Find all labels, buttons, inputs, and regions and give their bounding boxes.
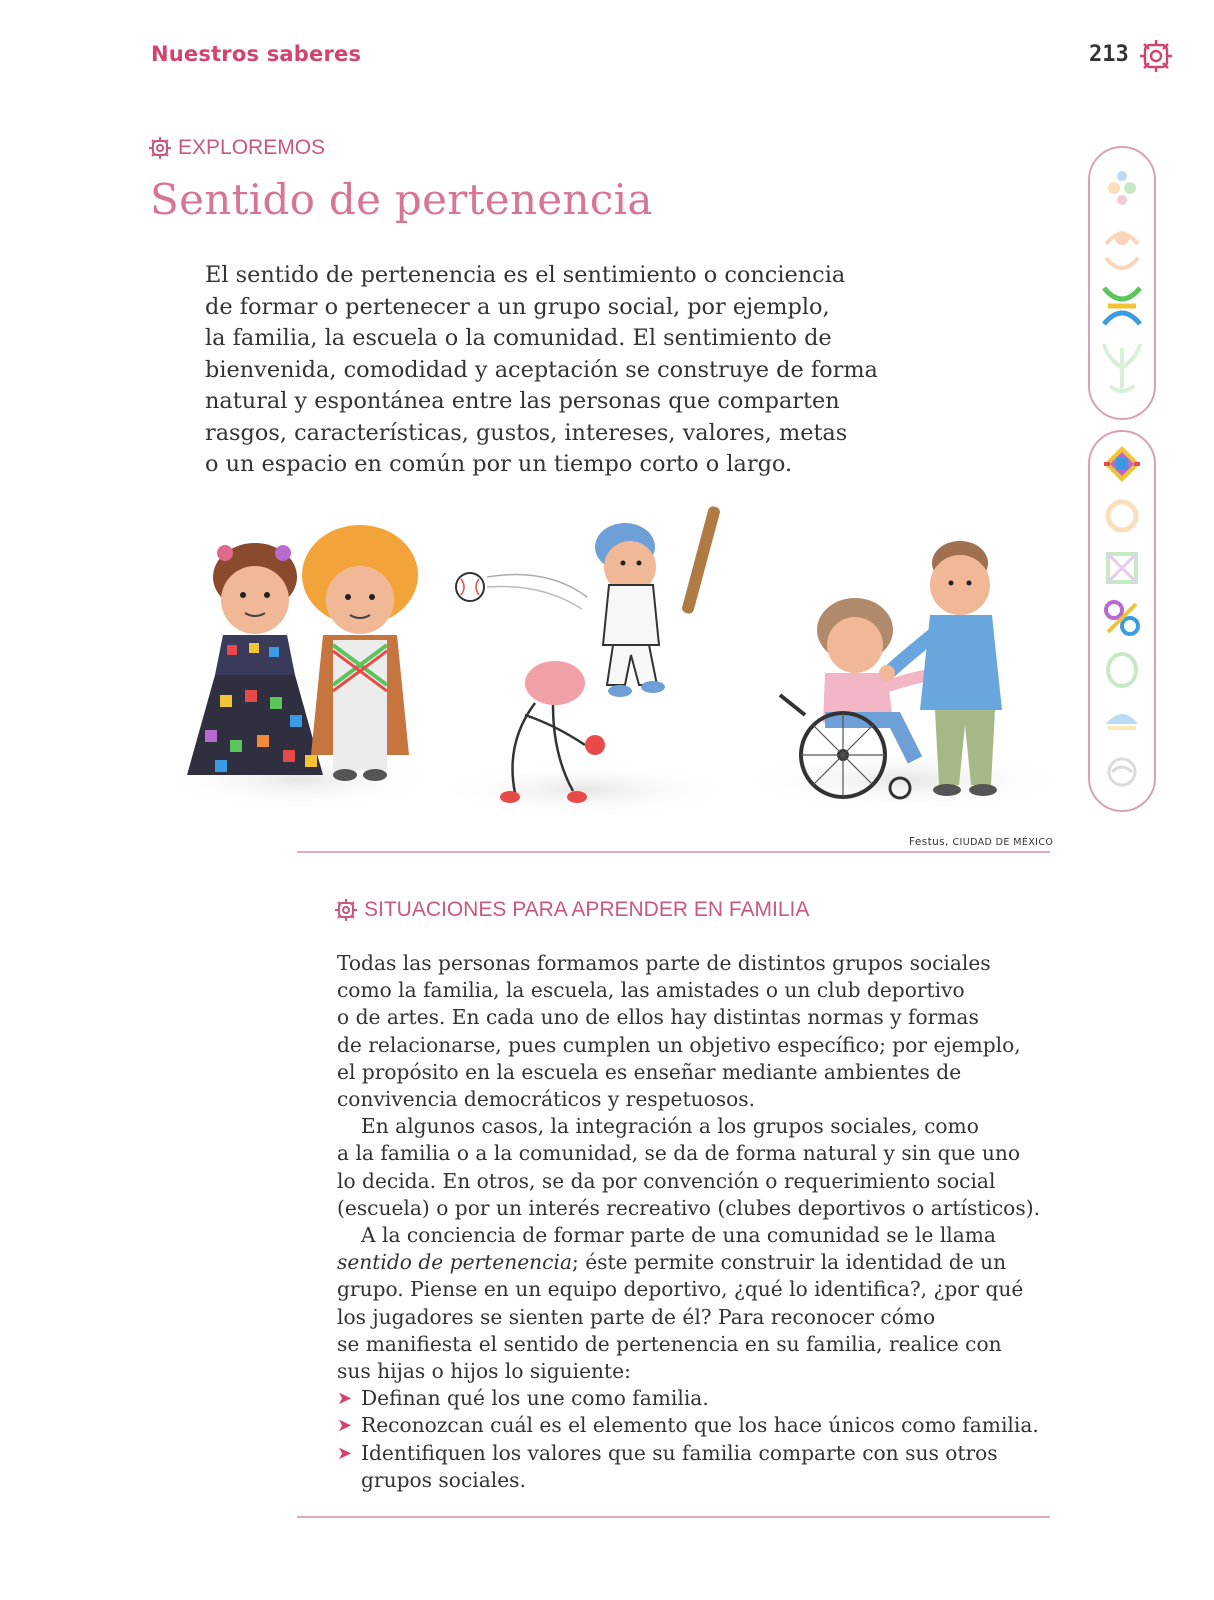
family-section-label [334,898,809,922]
page-title: Sentido de pertenencia [150,175,653,224]
exploremos-label [148,136,325,160]
boy-sombrero-figure [302,525,418,781]
bullet-arrow-icon: ➤ [337,1388,353,1410]
bullet-item [337,1412,1057,1439]
body-line: a la familia o a la comunidad, se da de forma natural y sin que uno [337,1141,1021,1166]
children-drawing-illustration [165,505,1060,835]
body-line: se manifiesta el sentido de pertenencia en su familia, realice con [337,1331,1002,1356]
body-line: de relacionarse, pues cumplen un objetivo específico; por ejemplo, [337,1032,1021,1057]
body-line: (escuela) o por un interés recreativo (clubes deportivos o artísticos). [337,1195,1040,1220]
caption-place: CIUDAD DE MÉXICO [952,837,1054,848]
bullet-text: Definan qué los une como familia. [361,1386,709,1411]
page-number: 213 [1089,42,1129,67]
campos-formativos-icon [1090,148,1154,418]
caption-author: Festus, [909,836,953,848]
bullet-text: Identifiquen los valores que su familia comparte con sus otros [361,1440,998,1465]
family-section-text: SITUACIONES PARA APRENDER EN FAMILIA [364,898,810,921]
body-line: grupo. Piense en un equipo deportivo, ¿qué lo identifica?, ¿por qué [337,1277,1024,1302]
bullet-arrow-icon: ➤ [337,1442,353,1464]
intro-paragraph [205,260,925,481]
body-line: A la conciencia de formar parte de una comunidad se le llama [361,1223,996,1248]
batter-figure [595,505,721,697]
flower-ornament-icon [1138,38,1174,74]
body-line [337,1249,1057,1276]
body-line: o de artes. En cada uno de ellos hay distintas normas y formas [337,1005,979,1030]
italic-term: sentido de pertenencia [337,1250,572,1275]
exploremos-text: EXPLOREMOS [178,136,326,159]
body-line: lo decida. En otros, se da por convención o requerimiento social [337,1168,996,1193]
bullet-text: Reconozcan cuál es el elemento que los hace únicos como familia. [361,1413,1039,1438]
bullet-item [337,1440,1057,1467]
intro-line: El sentido de pertenencia es el sentimiento o conciencia [205,262,846,288]
body-line: los jugadores se sienten parte de él? Para reconocer cómo [337,1304,936,1329]
body-line: convivencia democráticos y respetuosos. [337,1087,756,1112]
family-body-text [337,950,1057,1494]
flower-ornament-icon [148,136,172,160]
body-line: En algunos casos, la integración a los grupos sociales, como [361,1114,979,1139]
intro-line: de formar o pertenecer a un grupo social, por ejemplo, [205,293,830,320]
illustration-caption [909,836,1053,848]
intro-line: la familia, la escuela o la comunidad. El sentimiento de [205,325,832,351]
running-head: Nuestros saberes [151,42,362,66]
body-line: como la familia, la escuela, las amistades o un club deportivo [337,978,965,1003]
intro-line: natural y espontánea entre las personas que comparten [205,388,840,414]
intro-line: o un espacio en común por un tiempo corto o largo. [205,451,793,477]
campos-formativos-pill [1088,146,1156,420]
section-divider [297,851,1050,853]
body-line: sus hijas o hijos lo siguiente: [337,1359,631,1384]
baseball-figure [456,573,587,609]
flower-ornament-icon [334,898,358,922]
intro-line: rasgos, características, gustos, intereses, valores, metas [205,419,848,446]
bullet-item [337,1385,1057,1412]
bullet-arrow-icon: ➤ [337,1415,353,1437]
body-line: Todas las personas formamos parte de distintos grupos sociales [337,951,991,975]
ejes-articuladores-pill [1088,430,1156,812]
body-line-rest: ; éste permite construir la identidad de un [572,1250,1007,1275]
bottom-divider [297,1516,1050,1518]
body-line: el propósito en la escuela es enseñar mediante ambientes de [337,1059,962,1084]
ejes-articuladores-icon [1090,432,1154,810]
intro-line: bienvenida, comodidad y aceptación se construye de forma [205,356,878,383]
bullet-continuation: grupos sociales. [361,1467,526,1492]
